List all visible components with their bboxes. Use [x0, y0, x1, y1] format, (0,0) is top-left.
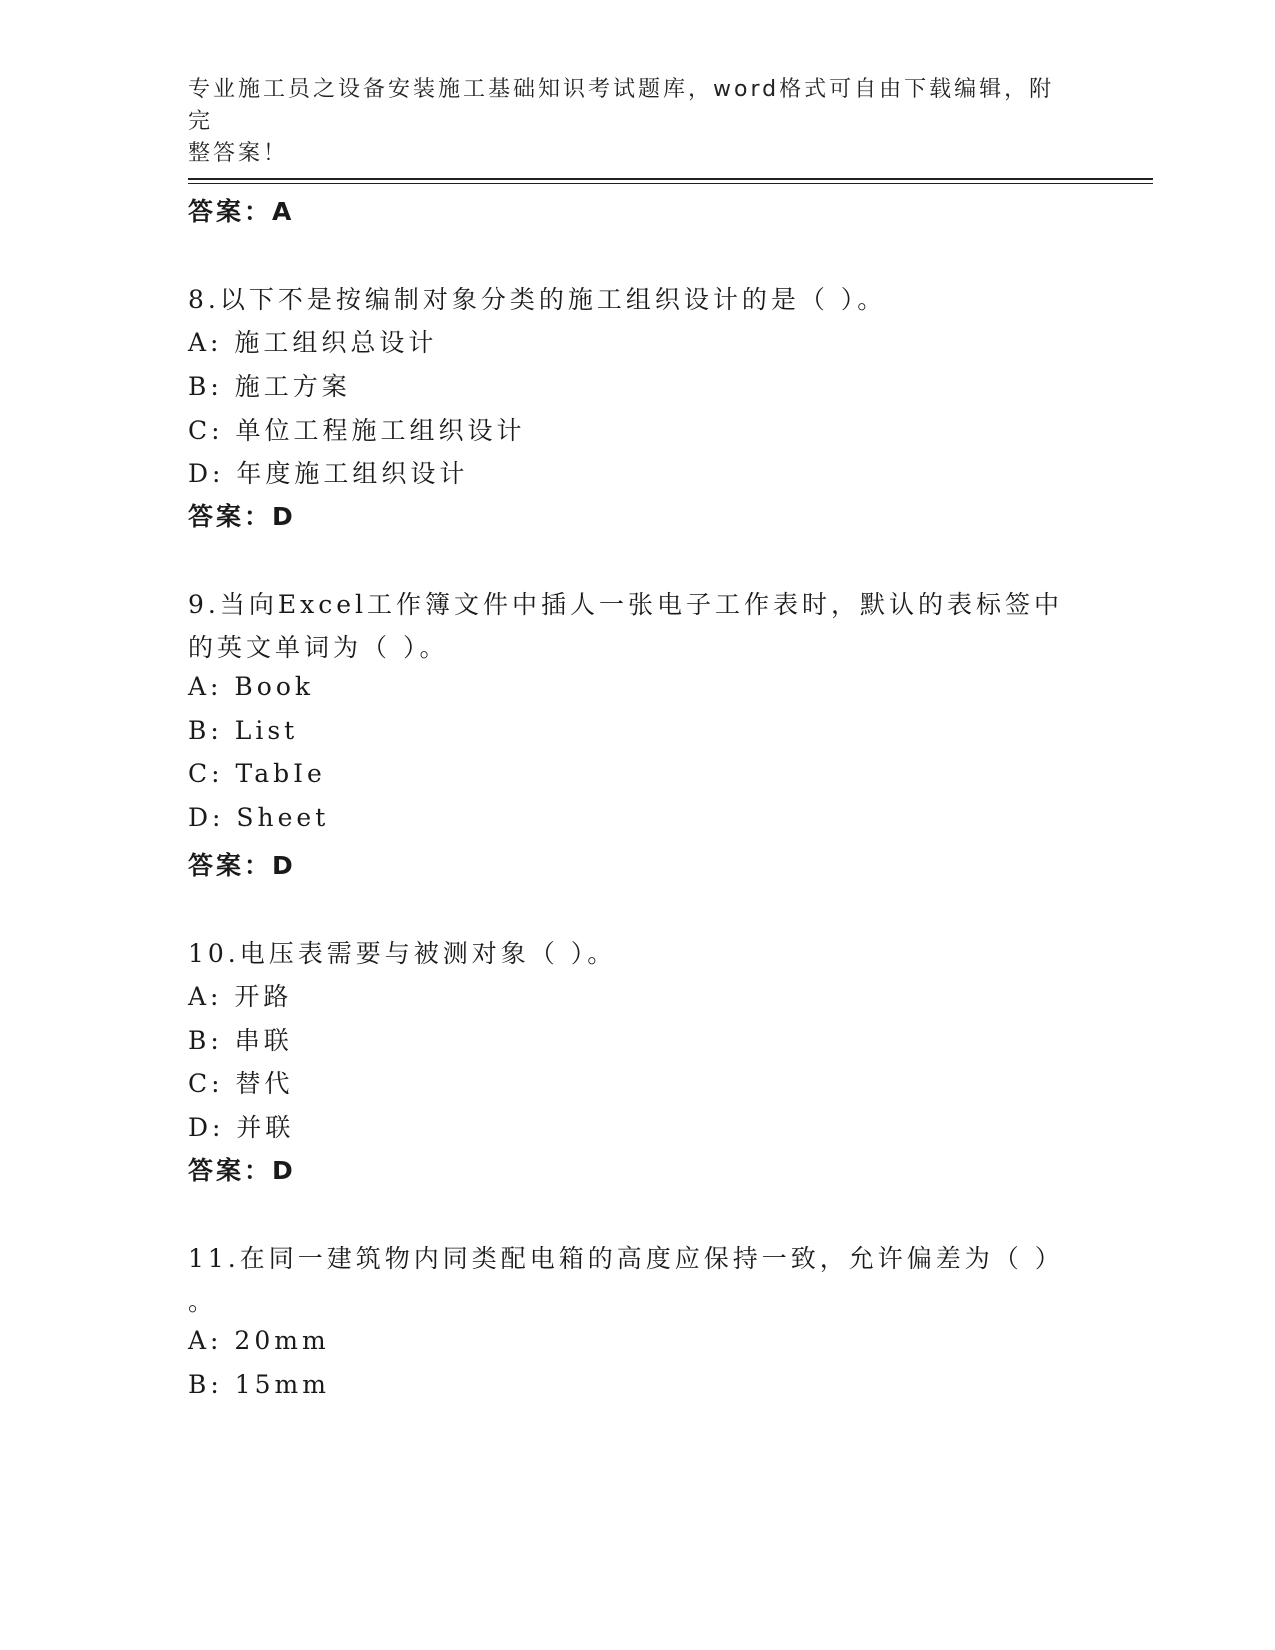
question-9-stem-line-2: 的英文单词为（ ）。 — [188, 633, 449, 662]
question-11-option-b: B: 15mm — [188, 1370, 330, 1399]
question-10-option-a: A: 开路 — [188, 982, 293, 1011]
question-8-option-d: D: 年度施工组织设计 — [188, 459, 469, 488]
question-9-answer: 答案：D — [188, 851, 296, 880]
question-10-stem: 10.电压表需要与被测对象（ ）。 — [188, 939, 617, 968]
question-9-option-a: A: Book — [188, 672, 315, 701]
question-10-answer: 答案：D — [188, 1156, 296, 1185]
question-11-option-a: A: 20mm — [188, 1326, 330, 1355]
question-11-stem-line-2: 。 — [188, 1287, 218, 1316]
header-line-2: 整答案！ — [188, 141, 289, 166]
header-rule-thick — [188, 178, 1153, 180]
document-header — [188, 74, 1068, 170]
question-9-option-d: D: Sheet — [188, 803, 330, 832]
question-10-option-b: B: 串联 — [188, 1026, 293, 1055]
question-8-answer: 答案：D — [188, 502, 296, 531]
question-8-option-b: B: 施工方案 — [188, 372, 351, 401]
question-9-stem-line-1: 9.当向Excel工作簿文件中插人一张电子工作表时，默认的表标签中 — [188, 590, 1063, 619]
question-11-stem-line-1: 11.在同一建筑物内同类配电箱的高度应保持一致，允许偏差为（ ） — [188, 1244, 1064, 1273]
previous-answer: 答案：A — [188, 197, 295, 226]
question-8-option-a: A: 施工组织总设计 — [188, 328, 438, 357]
question-10-option-c: C: 替代 — [188, 1069, 294, 1098]
question-8-option-c: C: 单位工程施工组织设计 — [188, 416, 526, 445]
question-9-option-b: B: List — [188, 716, 299, 745]
question-8-stem: 8.以下不是按编制对象分类的施工组织设计的是（ ）。 — [188, 285, 887, 314]
question-10-option-d: D: 并联 — [188, 1113, 295, 1142]
header-rule-thin — [188, 183, 1153, 184]
header-line-1: 专业施工员之设备安装施工基础知识考试题库，word格式可自由下载编辑，附完 — [188, 77, 1055, 134]
question-9-option-c: C: TabIe — [188, 759, 326, 788]
